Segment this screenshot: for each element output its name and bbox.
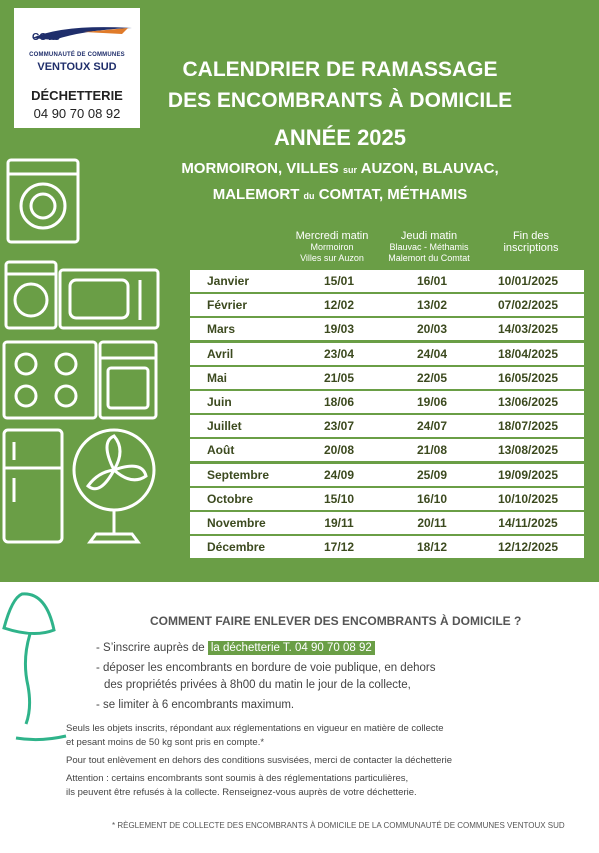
note-3-line-1: Attention : certains encombrants sont soumis à des réglementations particulières, — [66, 773, 409, 784]
thursday-date-cell: 20/11 — [417, 515, 447, 530]
wednesday-date-cell: 18/06 — [323, 394, 355, 409]
month-cell: Juillet — [207, 419, 242, 434]
step-3: - se limiter à 6 encombrants maximum. — [96, 699, 295, 711]
month-cell: Octobre — [207, 491, 254, 506]
thursday-date-cell: 20/03 — [416, 322, 448, 337]
towns-line-1: MORMOIRON, VILLES sur AUZON, BLAUVAC, — [181, 160, 499, 177]
deadline-cell: 16/05/2025 — [497, 370, 559, 385]
microwave-icon — [60, 270, 158, 328]
thursday-date-cell: 25/09 — [416, 467, 448, 482]
month-cell: Décembre — [207, 540, 266, 555]
table-row — [190, 318, 584, 340]
wednesday-date-cell: 23/07 — [323, 419, 355, 434]
table-row — [190, 415, 584, 437]
wednesday-date-cell: 19/03 — [323, 322, 355, 337]
column-header-wednesday: Mercredi matin Mormoiron Villes sur Auzon — [295, 230, 369, 263]
column-header-thursday: Jeudi matin Blauvac - Méthamis Malemort du Comtat — [388, 230, 470, 263]
step-2-line-2: des propriétés privées à 8h00 du matin le jour de la collecte, — [104, 679, 411, 691]
wednesday-date-cell: 20/08 — [323, 443, 355, 458]
thursday-date-cell: 24/07 — [416, 419, 448, 434]
deadline-cell: 10/01/2025 — [497, 274, 559, 288]
deadline-cell: 12/12/2025 — [497, 540, 559, 555]
washing-machine-icon — [8, 160, 78, 242]
schedule-table — [190, 270, 584, 560]
month-cell: Novembre — [207, 515, 266, 530]
oven-icon — [100, 342, 156, 418]
thursday-date-cell: 16/01 — [416, 274, 448, 288]
table-row — [190, 270, 584, 292]
table-row — [190, 488, 584, 510]
month-cell: Avril — [207, 346, 234, 361]
wednesday-date-cell: 15/10 — [323, 491, 355, 506]
logo-name: VENTOUX SUD — [37, 61, 117, 73]
facility-phone: 04 90 70 08 92 — [33, 106, 121, 121]
wednesday-date-cell: 21/05 — [323, 370, 355, 385]
thursday-date-cell: 13/02 — [416, 298, 448, 313]
fridge-icon — [4, 430, 62, 542]
lamp-icon — [0, 590, 70, 750]
step-1-highlight: la déchetterie T. 04 90 70 08 92 — [208, 641, 375, 655]
month-cell: Février — [207, 298, 248, 313]
column-header-deadline: Fin des inscriptions — [503, 230, 559, 254]
month-cell: Août — [207, 443, 235, 458]
deadline-cell: 13/06/2025 — [497, 394, 559, 409]
small-washer-icon — [6, 262, 56, 328]
appliances-illustration — [0, 150, 170, 550]
table-row — [190, 367, 584, 389]
how-to-title: COMMENT FAIRE ENLEVER DES ENCOMBRANTS À DOMICILE ? — [150, 614, 522, 628]
thursday-date-cell: 24/04 — [416, 346, 448, 361]
wednesday-date-cell: 23/04 — [323, 346, 355, 361]
title-line-1: CALENDRIER DE RAMASSAGE — [182, 58, 498, 81]
table-row — [190, 536, 584, 558]
thursday-date-cell: 21/08 — [416, 443, 448, 458]
table-row — [190, 294, 584, 316]
deadline-cell: 10/10/2025 — [497, 491, 559, 506]
deadline-cell: 18/04/2025 — [497, 346, 559, 361]
month-cell: Juin — [207, 394, 232, 409]
wednesday-date-cell: 12/02 — [323, 298, 355, 313]
deadline-cell: 07/02/2025 — [497, 298, 559, 313]
month-cell: Mars — [207, 322, 236, 337]
month-cell: Janvier — [207, 274, 250, 288]
deadline-cell: 19/09/2025 — [497, 467, 559, 482]
table-row — [190, 464, 584, 486]
table-row — [190, 343, 584, 365]
table-row — [190, 391, 584, 413]
table-row — [190, 439, 584, 461]
thursday-date-cell: 18/12 — [416, 540, 448, 555]
note-3-line-2: ils peuvent être refusés à la collecte. Renseignez-vous auprès de votre déchetterie. — [66, 787, 417, 798]
note-1-line-1: Seuls les objets inscrits, répondant aux réglementations en vigueur en matière de collecte — [66, 723, 444, 734]
step-1: - S’inscrire auprès de la déchetterie T. 04 90 70 08 92 — [96, 642, 375, 654]
thursday-date-cell: 22/05 — [416, 370, 448, 385]
title-line-2: DES ENCOMBRANTS À DOMICILE — [167, 89, 513, 112]
towns-line-2: MALEMORT du COMTAT, MÉTHAMIS — [212, 186, 468, 203]
fan-icon — [74, 430, 154, 542]
thursday-date-cell: 16/10 — [416, 491, 448, 506]
wednesday-date-cell: 17/12 — [323, 540, 355, 555]
deadline-cell: 13/08/2025 — [497, 443, 559, 458]
month-cell: Septembre — [207, 467, 270, 482]
facility-label: DÉCHETTERIE — [31, 88, 123, 103]
logo-box — [14, 8, 140, 128]
table-row — [190, 512, 584, 534]
cooktop-icon — [4, 342, 96, 418]
logo-mark-text: CCVS — [32, 32, 60, 43]
title-year: ANNÉE 2025 — [273, 125, 407, 150]
deadline-cell: 18/07/2025 — [497, 419, 559, 434]
note-1-line-2: et pesant moins de 50 kg sont pris en compte.* — [66, 737, 265, 748]
wednesday-date-cell: 24/09 — [323, 467, 355, 482]
logo-subtitle: COMMUNAUTÉ DE COMMUNES — [29, 52, 125, 58]
note-2: Pour tout enlèvement en dehors des conditions susvisées, merci de contacter la déchetterie — [66, 755, 453, 766]
step-2-line-1: - déposer les encombrants en bordure de voie publique, en dehors — [96, 662, 436, 674]
month-cell: Mai — [207, 370, 228, 385]
wednesday-date-cell: 15/01 — [323, 274, 355, 288]
wednesday-date-cell: 19/11 — [324, 515, 354, 530]
deadline-cell: 14/11/2025 — [498, 515, 558, 530]
deadline-cell: 14/03/2025 — [497, 322, 559, 337]
thursday-date-cell: 19/06 — [416, 394, 448, 409]
footer-note: * RÈGLEMENT DE COLLECTE DES ENCOMBRANTS À DOMICILE DE LA COMMUNAUTÉ DE COMMUNES VENTOUX SUD — [112, 821, 565, 830]
